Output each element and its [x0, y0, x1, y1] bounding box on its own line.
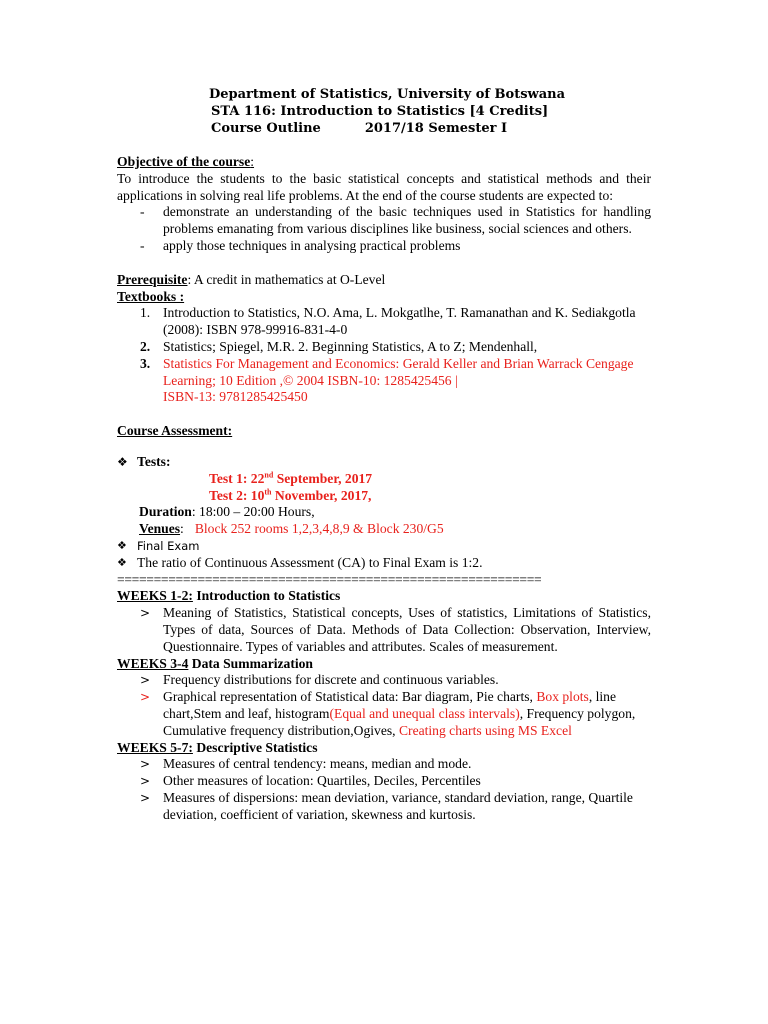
- objective-list: [117, 204, 651, 254]
- test-1-date: Test 1: 22nd September, 2017: [209, 470, 373, 486]
- textbooks-heading: Textbooks :: [117, 288, 185, 304]
- objective-section: [117, 154, 651, 255]
- arrow-marker: >: [140, 673, 151, 688]
- semester-label: 2017/18 Semester I: [364, 121, 508, 136]
- objective-heading: Objective of the course:: [117, 154, 255, 169]
- arrow-marker: >: [140, 606, 151, 621]
- diamond-bullet-icon: ❖: [117, 454, 128, 469]
- arrow-marker: >: [140, 757, 151, 772]
- diamond-bullet-icon: ❖: [117, 538, 127, 552]
- weeks-3-4-heading: WEEKS 3-4 Data Summarization: [117, 655, 313, 671]
- list-item: > Graphical representation of Statistical data: Bar diagram, Pie charts, Box plots, line chart,Stem and leaf, histogram(Equal and unequal class intervals), Frequency polygon, Cumulative frequency distribution,Ogives, Creating charts using MS Excel: [140, 689, 636, 738]
- list-item: > Meaning of Statistics, Statistical concepts, Uses of statistics, Limitations of Statistics, Types of data, Sources of Data. Methods of Data Collection: Observation, Interview, Questionnaire. Types of variables and attributes. Scales of measurement.: [140, 605, 651, 654]
- prerequisite-label: Prerequisite: [117, 271, 188, 287]
- weeks-1-2-list: [117, 605, 651, 655]
- department-title: Department of Statistics, University of Botswana: [209, 87, 566, 102]
- separator-line: ==========================================================: [117, 571, 542, 587]
- arrow-marker: >: [140, 774, 151, 789]
- prerequisite-text: : A credit in mathematics at O-Level: [187, 271, 386, 287]
- list-item: > Measures of central tendency: means, median and mode.: [140, 756, 472, 772]
- list-item: > Frequency distributions for discrete and continuous variables.: [140, 672, 499, 688]
- course-title: STA 116: Introduction to Statistics [4 Credits]: [211, 104, 549, 119]
- test-2-date: Test 2: 10th November, 2017,: [209, 487, 372, 503]
- weeks-1-2-heading: WEEKS 1-2: Introduction to Statistics: [117, 588, 341, 604]
- dash-marker: -: [140, 204, 145, 220]
- diamond-bullet-icon: ❖: [117, 555, 127, 569]
- list-item: - apply those techniques in analysing practical problems: [140, 237, 461, 253]
- prerequisite-line: [117, 272, 651, 289]
- ratio-item: ❖ The ratio of Continuous Assessment (CA) to Final Exam is 1:2.: [117, 554, 483, 570]
- arrow-marker: >: [140, 790, 151, 805]
- tests-item: ❖ Tests:: [117, 453, 171, 469]
- weeks-5-7-heading: WEEKS 5-7: Descriptive Statistics: [117, 739, 318, 755]
- assessment-heading: Course Assessment:: [117, 423, 233, 439]
- course-outline-line: [211, 120, 651, 137]
- list-item: > Measures of dispersions: mean deviation, variance, standard deviation, range, Quartile deviation, coefficient of variation, skewness and kurtosis.: [140, 789, 633, 822]
- weeks-5-7-list: [117, 756, 651, 823]
- dash-marker: -: [140, 237, 145, 253]
- textbook-list: [117, 305, 651, 406]
- document-header: [211, 86, 651, 137]
- arrow-marker: >: [140, 690, 151, 705]
- outline-label: Course Outline: [211, 121, 321, 136]
- course-outline-document: [117, 86, 651, 823]
- venues-line: Venues: Block 252 rooms 1,2,3,4,8,9 & Block 230/G5: [139, 521, 444, 537]
- objective-intro: To introduce the students to the basic statistical concepts and statistical methods and their applications in solving real life problems. At the end of the course students are expected to:: [117, 170, 651, 203]
- list-item: - demonstrate an understanding of the basic techniques used in Statistics for handling problems emanating from various disciplines like business, social sciences and others.: [140, 204, 651, 237]
- list-item: 2. Statistics; Spiegel, M.R. 2. Beginning Statistics, A to Z; Mendenhall,: [140, 338, 538, 354]
- list-item: 1. Introduction to Statistics, N.O. Ama, L. Mokgatlhe, T. Ramanathan and K. Sediakgotla (2008): ISBN 978-99916-831-4-0: [140, 305, 636, 338]
- list-item: > Other measures of location: Quartiles, Deciles, Percentiles: [140, 773, 481, 789]
- objective-heading-text: Objective of the course: [117, 154, 251, 169]
- list-item: 3. Statistics For Management and Economics: Gerald Keller and Brian Warrack Cengage Learning; 10 Edition ,© 2004 ISBN-10: 1285425456 | ISBN-13: 9781285425450: [140, 355, 634, 405]
- final-exam-item: ❖ Final Exam: [117, 538, 200, 553]
- weeks-3-4-list: [117, 672, 651, 739]
- duration-line: Duration: 18:00 – 20:00 Hours,: [139, 504, 315, 520]
